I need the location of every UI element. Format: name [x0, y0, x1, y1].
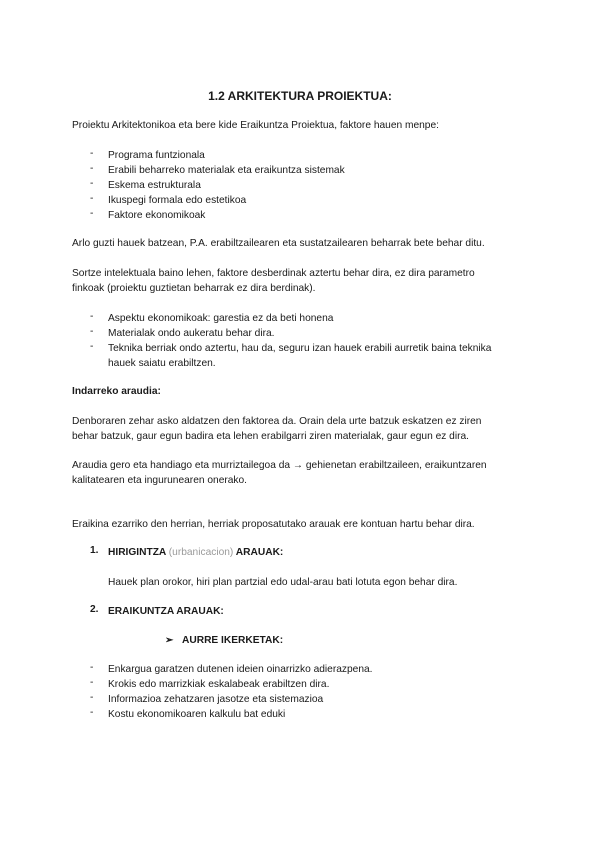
- subheading-text: AURRE IKERKETAK:: [182, 635, 284, 646]
- section-number: 2.: [90, 604, 99, 615]
- list-item: Enkargua garatzen dutenen ideien oinarrizko adierazpena.: [108, 664, 373, 675]
- page-title: 1.2 ARKITEKTURA PROIEKTUA:: [208, 89, 392, 103]
- paragraph-line: kalitatearen eta ingurunearen onerako.: [72, 475, 248, 486]
- paragraph-line: behar batzuk, gaur egun badira eta lehen erabilgarri ziren materialak, gaur egun ez dira.: [72, 431, 469, 442]
- subheading: [165, 633, 283, 648]
- paragraph-line: finkoak (proiektu guztietan beharrak ez dira berdinak).: [72, 283, 316, 294]
- section-heading: Indarreko araudia:: [72, 386, 161, 397]
- list-bullet: -: [90, 193, 94, 204]
- list-bullet: -: [90, 178, 94, 189]
- list-bullet: -: [90, 662, 94, 673]
- list-item: Materialak ondo aukeratu behar dira.: [108, 328, 275, 339]
- list-bullet: -: [90, 326, 94, 337]
- list-item: Ikuspegi formala edo estetikoa: [108, 195, 247, 206]
- list-bullet: -: [90, 692, 94, 703]
- list-bullet: -: [90, 341, 94, 352]
- list-bullet: -: [90, 311, 94, 322]
- list-item: Eskema estrukturala: [108, 180, 201, 191]
- list-item: Programa funtzionala: [108, 150, 205, 161]
- section-number: 1.: [90, 545, 99, 556]
- list-item: Faktore ekonomikoak: [108, 210, 206, 221]
- paragraph: Eraikina ezarriko den herrian, herriak proposatutako arauak ere kontuan hartu behar dira.: [72, 519, 475, 530]
- list-bullet: -: [90, 148, 94, 159]
- section-paragraph: Hauek plan orokor, hiri plan partzial edo udal-arau bati lotuta egon behar dira.: [108, 577, 458, 588]
- list-item: Teknika berriak ondo aztertu, hau da, seguru izan hauek erabili aurretik baina teknika: [108, 343, 492, 354]
- intro-paragraph: Proiektu Arkitektonikoa eta bere kide Eraikuntza Proiektua, faktore hauen menpe:: [72, 120, 439, 131]
- list-bullet: -: [90, 677, 94, 688]
- paragraph-line: Sortze intelektuala baino lehen, faktore desberdinak aztertu behar dira, ez dira parametro: [72, 268, 475, 279]
- arrow-bullet-icon: ➢: [165, 635, 174, 646]
- heading-text: HIRIGINTZA: [108, 547, 166, 558]
- list-item: Kostu ekonomikoaren kalkulu bat eduki: [108, 709, 286, 720]
- list-item: Erabili beharreko materialak eta eraikuntza sistemak: [108, 165, 345, 176]
- section-heading-hirigintza: [108, 545, 283, 560]
- paragraph-line: Denboraren zehar asko aldatzen den faktorea da. Orain dela urte batzuk eskatzen ez ziren: [72, 416, 482, 427]
- list-bullet: -: [90, 208, 94, 219]
- heading-annotation: (urbanicacion): [168, 547, 234, 558]
- heading-text: ARAUAK:: [235, 547, 284, 558]
- paragraph-line: Araudia gero eta handiago eta murriztailegoa da → gehienetan erabiltzaileen, eraikuntzaren: [72, 460, 487, 471]
- list-item: Informazioa zehatzaren jasotze eta sistemazioa: [108, 694, 324, 705]
- list-bullet: -: [90, 707, 94, 718]
- section-heading-eraikuntza: ERAIKUNTZA ARAUAK:: [108, 606, 224, 617]
- paragraph: Arlo guzti hauek batzean, P.A. erabiltzailearen eta sustatzailearen beharrak bete behar ditu.: [72, 238, 485, 249]
- list-item: Aspektu ekonomikoak: garestia ez da beti honena: [108, 313, 334, 324]
- list-item-continuation: hauek saiatu erabiltzen.: [108, 358, 216, 369]
- list-item: Krokis edo marrizkiak eskalabeak erabiltzen dira.: [108, 679, 330, 690]
- list-bullet: -: [90, 163, 94, 174]
